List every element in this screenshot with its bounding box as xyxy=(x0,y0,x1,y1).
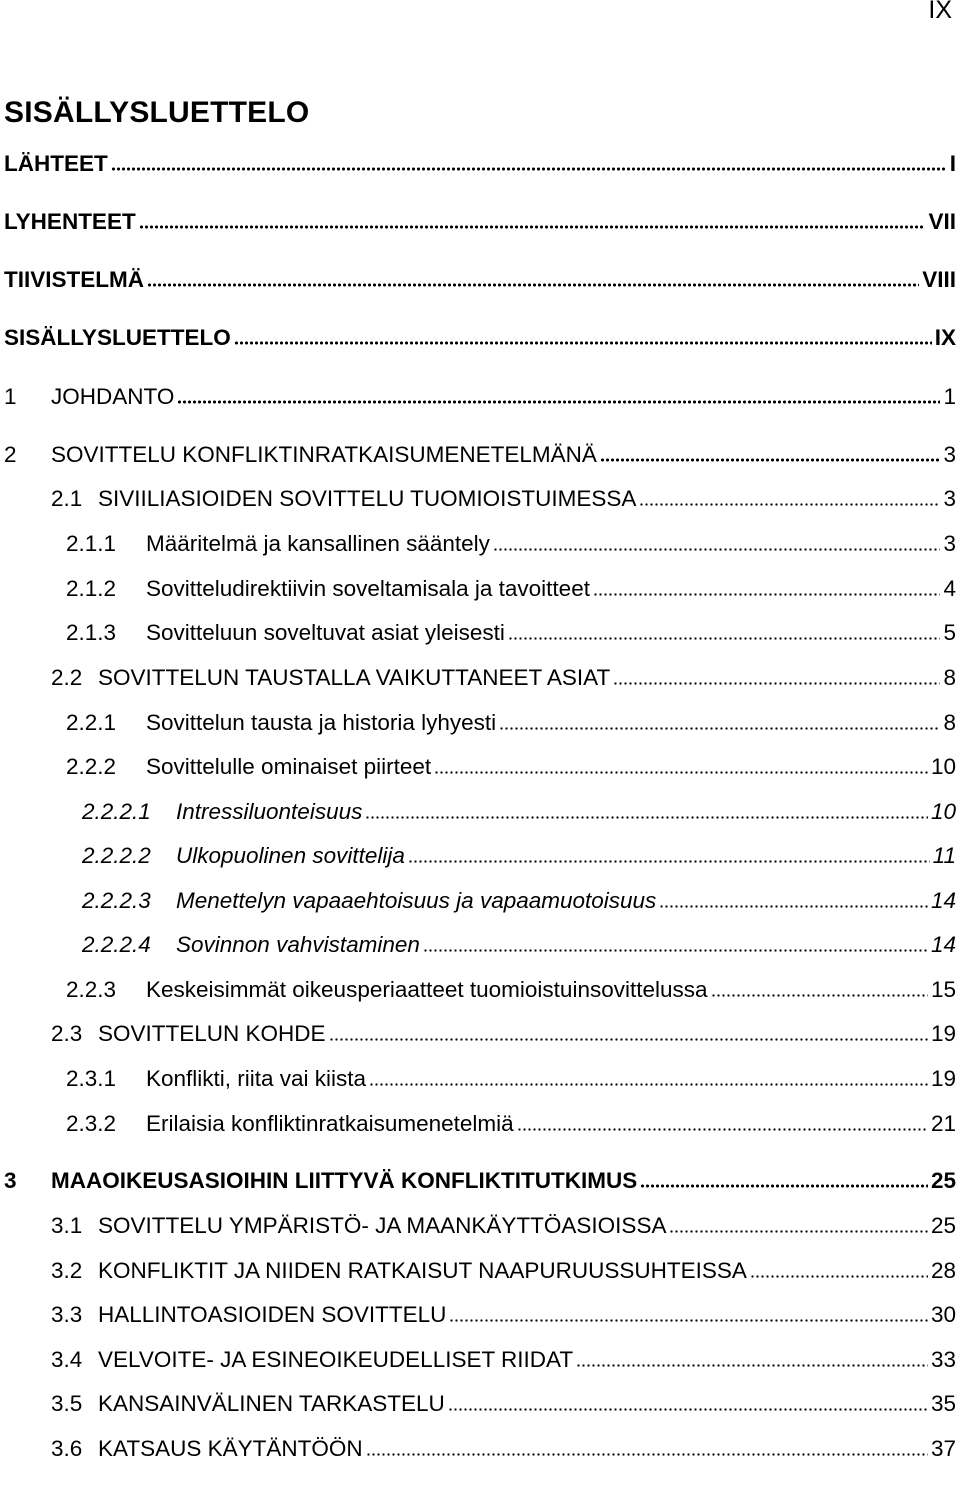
toc-entry-page: 28 xyxy=(930,1258,956,1283)
toc-entry-page: VIII xyxy=(922,267,956,292)
toc-entry-page: 8 xyxy=(943,710,956,735)
toc-entry-title: Määritelmä ja kansallinen sääntely xyxy=(146,531,490,556)
toc-entry-page: 10 xyxy=(930,799,956,824)
toc-entry-number: 2.2 xyxy=(51,665,83,690)
toc-entry[interactable] xyxy=(0,1302,956,1338)
toc-entry-number: 2.2.2.1 xyxy=(82,799,151,824)
toc-entry[interactable] xyxy=(0,799,956,835)
toc-entry-title: Intressiluonteisuus xyxy=(176,799,363,824)
toc-entry-number: 2.1.2 xyxy=(66,576,117,601)
toc-entry[interactable] xyxy=(0,209,956,245)
toc-entry-title: Sovitteluun soveltuvat asiat yleisesti xyxy=(146,620,505,645)
dot-leader xyxy=(177,400,940,404)
toc-entry-number: 2.1 xyxy=(51,486,83,511)
toc-entry-page: 3 xyxy=(943,531,956,556)
toc-entry[interactable] xyxy=(0,531,956,567)
toc-entry-page: 21 xyxy=(930,1111,956,1136)
dot-leader xyxy=(640,1184,928,1188)
toc-entry-title: Keskeisimmät oikeusperiaatteet tuomioistuinsovittelussa xyxy=(146,977,708,1002)
dot-leader xyxy=(499,727,940,730)
dot-leader xyxy=(669,1230,928,1233)
toc-entry[interactable] xyxy=(0,1168,956,1204)
toc-entry-page: VII xyxy=(928,209,956,234)
toc-entry-title: Sovinnon vahvistaminen xyxy=(176,932,420,957)
toc-entry[interactable] xyxy=(0,888,956,924)
dot-leader xyxy=(448,1408,928,1411)
toc-entry-number: 2.3 xyxy=(51,1021,83,1046)
dot-leader xyxy=(711,994,928,997)
toc-entry-number: 3.5 xyxy=(51,1391,83,1416)
toc-entry-page: 35 xyxy=(930,1391,956,1416)
toc-entry-page: 33 xyxy=(930,1347,956,1372)
dot-leader xyxy=(449,1319,928,1322)
toc-entry-title: KATSAUS KÄYTÄNTÖÖN xyxy=(98,1436,363,1461)
toc-entry-number: 2.2.2.4 xyxy=(82,932,151,957)
toc-entry-number: 2.2.2.2 xyxy=(82,843,151,868)
toc-entry-page: 5 xyxy=(943,620,956,645)
toc-entry-title: Sovittelun tausta ja historia lyhyesti xyxy=(146,710,497,735)
toc-entry-number: 2 xyxy=(4,442,17,467)
toc-entry-number: 2.2.1 xyxy=(66,710,117,735)
toc-entry-number: 2.2.3 xyxy=(66,977,117,1002)
toc-entry-title: SISÄLLYSLUETTELO xyxy=(4,325,231,350)
toc-entry[interactable] xyxy=(0,932,956,968)
toc-entry-title: SIVIILIASIOIDEN SOVITTELU TUOMIOISTUIMESSA xyxy=(98,486,637,511)
toc-entry[interactable] xyxy=(0,665,956,701)
toc-entry-title: Erilaisia konfliktinratkaisumenetelmiä xyxy=(146,1111,514,1136)
toc-entry-page: IX xyxy=(934,325,956,350)
page-title: SISÄLLYSLUETTELO xyxy=(4,96,310,129)
toc-entry-page: 4 xyxy=(943,576,956,601)
toc-entry[interactable] xyxy=(0,1391,956,1427)
toc-entry-title: KONFLIKTIT JA NIIDEN RATKAISUT NAAPURUUSSUHTEISSA xyxy=(98,1258,747,1283)
toc-entry[interactable] xyxy=(0,1213,956,1249)
dot-leader xyxy=(365,816,928,819)
dot-leader xyxy=(423,949,928,952)
dot-leader xyxy=(517,1128,928,1131)
toc-entry[interactable] xyxy=(0,384,956,420)
toc-entry[interactable] xyxy=(0,151,956,187)
toc-entry-title: SOVITTELU KONFLIKTINRATKAISUMENETELMÄNÄ xyxy=(51,442,597,467)
toc-entry-number: 3.3 xyxy=(51,1302,83,1327)
dot-leader xyxy=(613,682,940,685)
dot-leader xyxy=(576,1364,928,1367)
dot-leader xyxy=(600,458,941,462)
toc-entry[interactable] xyxy=(0,1111,956,1147)
toc-entry-title: MAAOIKEUSASIOIHIN LIITTYVÄ KONFLIKTITUTKIMUS xyxy=(51,1168,638,1193)
toc-entry-title: TIIVISTELMÄ xyxy=(4,267,144,292)
dot-leader xyxy=(329,1038,928,1041)
toc-entry[interactable] xyxy=(0,267,956,303)
dot-leader xyxy=(434,771,928,774)
page-number: IX xyxy=(928,0,952,24)
dot-leader xyxy=(508,637,941,640)
toc-entry-page: 25 xyxy=(930,1168,956,1193)
toc-entry-number: 1 xyxy=(4,384,17,409)
toc-entry[interactable] xyxy=(0,977,956,1013)
toc-entry-page: 19 xyxy=(930,1066,956,1091)
toc-entry-number: 3.6 xyxy=(51,1436,83,1461)
toc-entry-title: SOVITTELU YMPÄRISTÖ- JA MAANKÄYTTÖASIOISSA xyxy=(98,1213,667,1238)
toc-entry-number: 2.2.2.3 xyxy=(82,888,151,913)
toc-entry[interactable] xyxy=(0,1436,956,1472)
toc-entry-page: 14 xyxy=(930,888,956,913)
dot-leader xyxy=(234,341,932,345)
toc-entry-page: 3 xyxy=(943,442,956,467)
toc-entry-page: 1 xyxy=(943,384,956,409)
toc-entry-number: 2.1.1 xyxy=(66,531,117,556)
toc-entry-title: Menettelyn vapaaehtoisuus ja vapaamuotoisuus xyxy=(176,888,657,913)
toc-entry[interactable] xyxy=(0,843,956,879)
toc-entry[interactable] xyxy=(0,442,956,478)
toc-entry-number: 3.4 xyxy=(51,1347,83,1372)
toc-entry-title: SOVITTELUN TAUSTALLA VAIKUTTANEET ASIAT xyxy=(98,665,611,690)
toc-entry-title: JOHDANTO xyxy=(51,384,175,409)
toc-entry-number: 2.3.1 xyxy=(66,1066,117,1091)
toc-entry-number: 3.2 xyxy=(51,1258,83,1283)
dot-leader xyxy=(593,593,941,596)
toc-entry-title: Sovitteludirektiivin soveltamisala ja tavoitteet xyxy=(146,576,590,601)
toc-entry[interactable] xyxy=(0,710,956,746)
toc-entry-title: Sovittelulle ominaiset piirteet xyxy=(146,754,432,779)
toc-entry-title: Konflikti, riita vai kiista xyxy=(146,1066,367,1091)
toc-entry-page: I xyxy=(949,151,956,176)
toc-entry-title: Ulkopuolinen sovittelija xyxy=(176,843,405,868)
toc-entry-number: 2.3.2 xyxy=(66,1111,117,1136)
toc-entry-title: SOVITTELUN KOHDE xyxy=(98,1021,326,1046)
toc-entry-page: 11 xyxy=(932,843,956,868)
toc-entry-number: 2.2.2 xyxy=(66,754,117,779)
dot-leader xyxy=(139,225,926,229)
dot-leader xyxy=(369,1083,928,1086)
toc-entry-number: 2.1.3 xyxy=(66,620,117,645)
toc-entry-title: LÄHTEET xyxy=(4,151,108,176)
toc-entry[interactable] xyxy=(0,1021,956,1057)
toc-entry[interactable] xyxy=(0,620,956,656)
dot-leader xyxy=(493,548,941,551)
dot-leader xyxy=(366,1453,928,1456)
toc-entry[interactable] xyxy=(0,486,956,522)
toc-entry-title: KANSAINVÄLINEN TARKASTELU xyxy=(98,1391,445,1416)
toc-entry-page: 14 xyxy=(930,932,956,957)
dot-leader xyxy=(639,503,940,506)
toc-entry[interactable] xyxy=(0,1066,956,1102)
toc-entry-page: 10 xyxy=(930,754,956,779)
toc-entry-page: 19 xyxy=(930,1021,956,1046)
dot-leader xyxy=(659,905,928,908)
toc-entry-page: 15 xyxy=(930,977,956,1002)
dot-leader xyxy=(408,860,930,863)
toc-entry-title: HALLINTOASIOIDEN SOVITTELU xyxy=(98,1302,447,1327)
dot-leader xyxy=(147,283,919,287)
toc-entry[interactable] xyxy=(0,1347,956,1383)
toc-entry-page: 25 xyxy=(930,1213,956,1238)
dot-leader xyxy=(750,1275,928,1278)
toc-entry-page: 8 xyxy=(943,665,956,690)
toc-entry-page: 30 xyxy=(930,1302,956,1327)
toc-entry[interactable] xyxy=(0,754,956,790)
dot-leader xyxy=(111,167,947,171)
toc-entry-title: LYHENTEET xyxy=(4,209,136,234)
toc-entry[interactable] xyxy=(0,325,956,361)
toc-entry[interactable] xyxy=(0,1258,956,1294)
toc-entry-number: 3.1 xyxy=(51,1213,83,1238)
toc-entry-page: 37 xyxy=(930,1436,956,1461)
toc-entry-number: 3 xyxy=(4,1168,17,1193)
toc-entry-page: 3 xyxy=(943,486,956,511)
toc-entry-title: VELVOITE- JA ESINEOIKEUDELLISET RIIDAT xyxy=(98,1347,574,1372)
toc-entry[interactable] xyxy=(0,576,956,612)
